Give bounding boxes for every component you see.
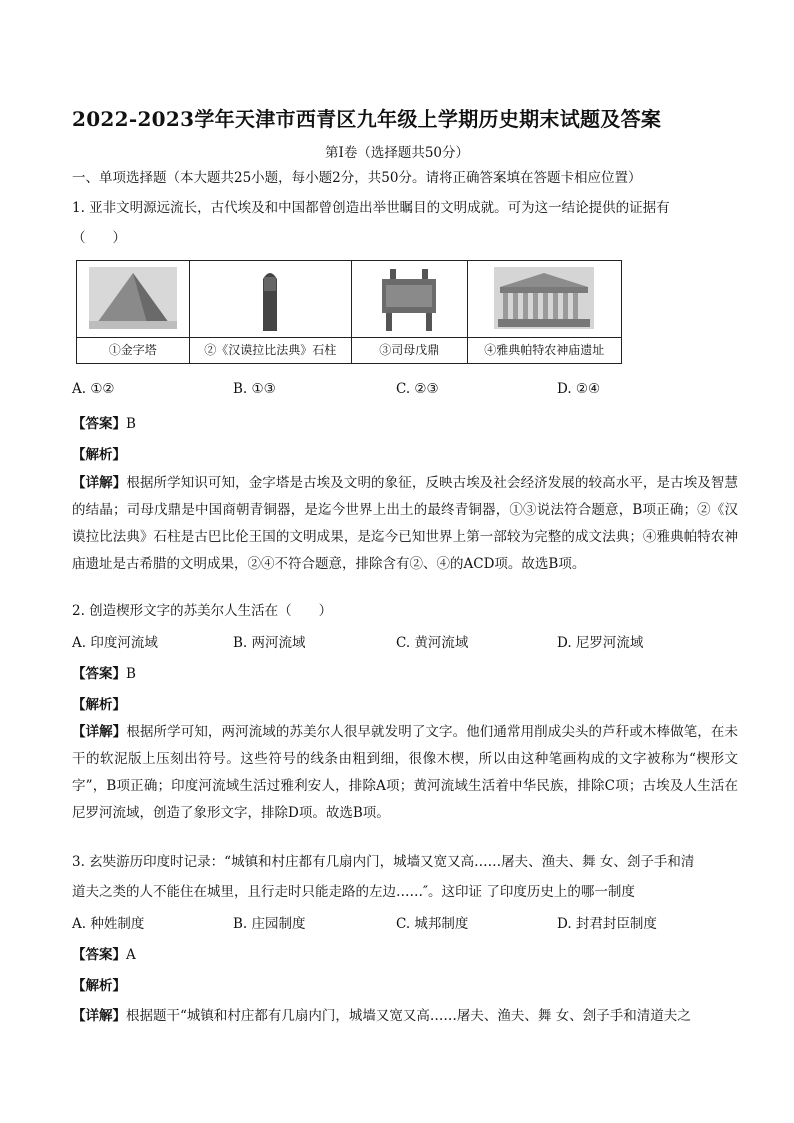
q1-paren: （ ） (72, 230, 126, 246)
q3-stem-line1: 3. 玄奘游历印度时记录：“城镇和村庄都有几扇内门，城墙又宽又高……屠夫、渔夫、舞 女、刽子手和清 (72, 854, 695, 870)
q2-analysis-label: 【解析】 (72, 697, 126, 713)
q3-stem-line2: 道夫之类的人不能住在城里，且行走时只能走路的左边……″。这印证 了印度历史上的哪一制度 (72, 884, 635, 900)
q1-option-c: C. ②③ (396, 381, 439, 397)
q1-image-caption: ①金字塔 (77, 337, 189, 363)
q2-detail: 【详解】根据所学可知，两河流域的苏美尔人很早就发明了文字。他们通常用削成尖头的芦秆或木棒做笔，在未干的软泥版上压刻出符号。这些符号的线条由粗到细，很像木楔，所以由这种笔画构成的文字被称为“楔形文字”，B项正确；印度河流域生活过雅利安人，排除A项；黄河流域生活着中华民族，排除C项；古埃及人生活在尼罗河流域，创造了象形文字，排除D项。故选B项。 (72, 724, 738, 821)
q2-option-b: B. 两河流域 (233, 635, 306, 651)
q1-image-cell (352, 261, 468, 363)
q1-option-b: B. ①③ (233, 381, 276, 397)
q1-image-cell (77, 261, 190, 363)
q3-detail: 【详解】根据题干“城镇和村庄都有几扇内门，城墙又宽又高……屠夫、渔夫、舞 女、刽子手和清道夫之 (72, 1008, 691, 1024)
q1-option-d: D. ②④ (557, 381, 601, 397)
section-heading: 一、单项选择题（本大题共25小题，每小题2分，共50分。请将正确答案填在答题卡相应位置） (72, 170, 642, 186)
q1-image-caption: ④雅典帕特农神庙遗址 (468, 337, 621, 363)
q3-option-c: C. 城邦制度 (396, 916, 469, 932)
pyramid-icon (77, 261, 189, 337)
section-subtitle: 第Ⅰ卷（选择题共50分） (324, 145, 469, 161)
q2-option-c: C. 黄河流域 (396, 635, 469, 651)
q3-analysis-label: 【解析】 (72, 978, 126, 994)
q3-option-a: A. 种姓制度 (72, 916, 145, 932)
q3-option-b: B. 庄园制度 (233, 916, 306, 932)
q1-image-caption: ②《汉谟拉比法典》石柱 (190, 337, 351, 363)
q3-option-d: D. 封君封臣制度 (557, 916, 657, 932)
q1-image-caption: ③司母戊鼎 (352, 337, 467, 363)
q1-stem: 1. 亚非文明源远流长，古代埃及和中国都曾创造出举世瞩目的文明成就。可为这一结论提供的证据有 (72, 200, 670, 216)
q1-detail: 【详解】根据所学知识可知，金字塔是古埃及文明的象征，反映古埃及社会经济发展的较高水平，是古埃及智慧的结晶；司母戊鼎是中国商朝青铜器，是迄今世界上出土的最终青铜器，①③说法符合题意，B项正确；②《汉谟拉比法典》石柱是古巴比伦王国的文明成果，是迄今已知世界上第一部较为完整的成文法典；④雅典帕特农神庙遗址是古希腊的文明成果，②④不符合题意，排除含有②、④的ACD项。故选B项。 (72, 475, 738, 572)
q1-option-a: A. ①② (72, 381, 115, 397)
q2-answer: 【答案】B (72, 666, 136, 682)
q1-analysis-label: 【解析】 (72, 447, 126, 463)
stele-icon (190, 261, 351, 337)
q1-answer: 【答案】B (72, 416, 136, 432)
q1-image-table (76, 260, 622, 364)
q2-option-a: A. 印度河流域 (72, 635, 158, 651)
q1-image-cell (468, 261, 621, 363)
q3-answer: 【答案】A (72, 947, 136, 963)
q2-stem: 2. 创造楔形文字的苏美尔人生活在（ ） (72, 603, 333, 619)
q1-image-cell (190, 261, 352, 363)
page-title: 2022-2023学年天津市西青区九年级上学期历史期末试题及答案 (72, 107, 662, 131)
q2-option-d: D. 尼罗河流域 (557, 635, 644, 651)
temple-icon (468, 261, 621, 337)
ding-icon (352, 261, 467, 337)
